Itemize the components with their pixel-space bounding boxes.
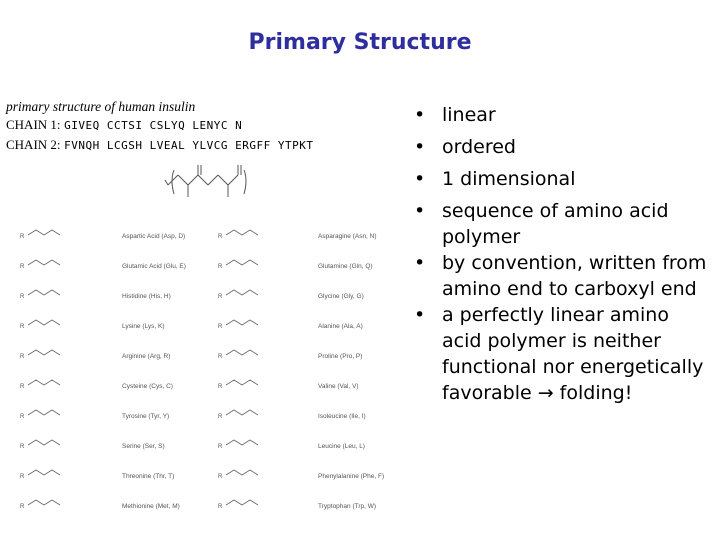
bullet-text: by convention, written from amino end to carboxyl end xyxy=(442,252,707,300)
r-group-label: R xyxy=(20,354,25,360)
bullet-dot: • xyxy=(414,252,426,274)
slide-title: Primary Structure xyxy=(248,30,472,55)
bullet-dot: • xyxy=(414,304,426,326)
bullet-list xyxy=(410,102,710,406)
r-group-label: R xyxy=(20,384,25,390)
r-group-label: R xyxy=(218,264,223,270)
bullet-text: 1 dimensional xyxy=(442,168,576,190)
side-chain-bond xyxy=(226,380,258,385)
amino-acid-name: Asparagine (Asn, N) xyxy=(318,233,377,240)
side-chain-bond xyxy=(28,320,60,325)
amino-acid-name: Alanine (Ala, A) xyxy=(318,323,363,330)
r-group-label: R xyxy=(20,504,25,510)
chain-1-sequence: GIVEQ CCTSI CSLYQ LENYC N xyxy=(64,119,243,132)
r-group-label: R xyxy=(20,444,25,450)
amino-acid-name: Isoleucine (Ile, I) xyxy=(318,413,366,420)
chain-2-line xyxy=(6,135,406,155)
r-group-label: R xyxy=(218,444,223,450)
side-chain-bond xyxy=(28,350,60,355)
side-chain-bond xyxy=(28,230,60,235)
amino-acid-name: Arginine (Arg, R) xyxy=(122,353,171,360)
bullet-item xyxy=(410,102,710,128)
amino-acid-name: Tryptophan (Trp, W) xyxy=(318,503,377,510)
side-chain-bond xyxy=(226,440,258,445)
side-chain-bond xyxy=(226,320,258,325)
r-group-label: R xyxy=(218,324,223,330)
bullet-text: linear xyxy=(442,104,496,126)
r-group-label: R xyxy=(218,294,223,300)
r-group-label: R xyxy=(218,384,223,390)
r-group-label: R xyxy=(20,414,25,420)
amino-acid-name: Glutamic Acid (Glu, E) xyxy=(122,263,186,270)
amino-acid-name: Leucine (Leu, L) xyxy=(318,443,365,450)
r-group-label: R xyxy=(218,354,223,360)
side-chain-bond xyxy=(226,350,258,355)
amino-acid-name: Threonine (Thr, T) xyxy=(122,473,175,480)
side-chain-bond xyxy=(226,410,258,415)
amino-acid-name: Glutamine (Gln, Q) xyxy=(318,263,373,270)
amino-acid-name: Methionine (Met, M) xyxy=(122,503,180,510)
bullet-text: ordered xyxy=(442,136,516,158)
side-chain-bond xyxy=(226,470,258,475)
insulin-sequence-block xyxy=(6,99,406,155)
r-group-label: R xyxy=(20,264,25,270)
side-chain-bond xyxy=(226,290,258,295)
amino-acid-name: Valine (Val, V) xyxy=(318,383,359,390)
side-chain-bond xyxy=(28,290,60,295)
amino-acid-name: Serine (Ser, S) xyxy=(122,443,165,450)
chain-2-label: CHAIN 2: xyxy=(6,137,61,152)
chain-2-sequence: FVNQH LCGSH LVEAL YLVCG ERGFF YTPKT xyxy=(64,139,314,152)
side-chain-bond xyxy=(28,440,60,445)
r-group-label: R xyxy=(218,474,223,480)
side-chain-bond xyxy=(28,260,60,265)
insulin-heading: primary structure of human insulin xyxy=(6,99,196,114)
bullet-dot: • xyxy=(414,200,426,222)
bullet-item xyxy=(410,302,710,406)
bullet-dot: • xyxy=(414,168,426,190)
bullet-item xyxy=(410,250,710,302)
r-group-label: R xyxy=(218,414,223,420)
amino-acid-name: Glycine (Gly, G) xyxy=(318,293,364,300)
amino-acid-structures-figure xyxy=(0,160,400,540)
bullet-item xyxy=(410,134,710,160)
side-chain-bond xyxy=(226,500,258,505)
bullet-text: sequence of amino acid polymer xyxy=(442,200,669,248)
side-chain-bond xyxy=(226,230,258,235)
chain-1-label: CHAIN 1: xyxy=(6,117,61,132)
side-chain-bond xyxy=(28,470,60,475)
amino-acid-name: Lysine (Lys, K) xyxy=(122,323,165,330)
bullet-item xyxy=(410,166,710,192)
chain-1-line xyxy=(6,115,406,135)
amino-acid-name: Cysteine (Cys, C) xyxy=(122,383,173,390)
r-group-label: R xyxy=(20,474,25,480)
amino-acid-name: Aspartic Acid (Asp, D) xyxy=(122,233,186,240)
peptide-backbone xyxy=(165,165,246,197)
r-group-label: R xyxy=(20,294,25,300)
side-chain-bond xyxy=(226,260,258,265)
amino-acid-name: Histidine (His, H) xyxy=(122,293,171,300)
side-chain-bond xyxy=(28,500,60,505)
r-group-label: R xyxy=(218,504,223,510)
bullet-text: a perfectly linear amino acid polymer is neither functional nor energetically favorable → folding! xyxy=(442,304,704,404)
amino-acid-name: Proline (Pro, P) xyxy=(318,353,363,360)
bullet-dot: • xyxy=(414,104,426,126)
r-group-label: R xyxy=(218,234,223,240)
bullet-dot: • xyxy=(414,136,426,158)
r-group-label: R xyxy=(20,234,25,240)
amino-acid-name: Phenylalanine (Phe, F) xyxy=(318,473,385,480)
amino-acid-name: Tyrosine (Tyr, Y) xyxy=(122,413,170,420)
bullet-item xyxy=(410,198,710,250)
side-chain-bond xyxy=(28,380,60,385)
side-chain-bond xyxy=(28,410,60,415)
r-group-label: R xyxy=(20,324,25,330)
